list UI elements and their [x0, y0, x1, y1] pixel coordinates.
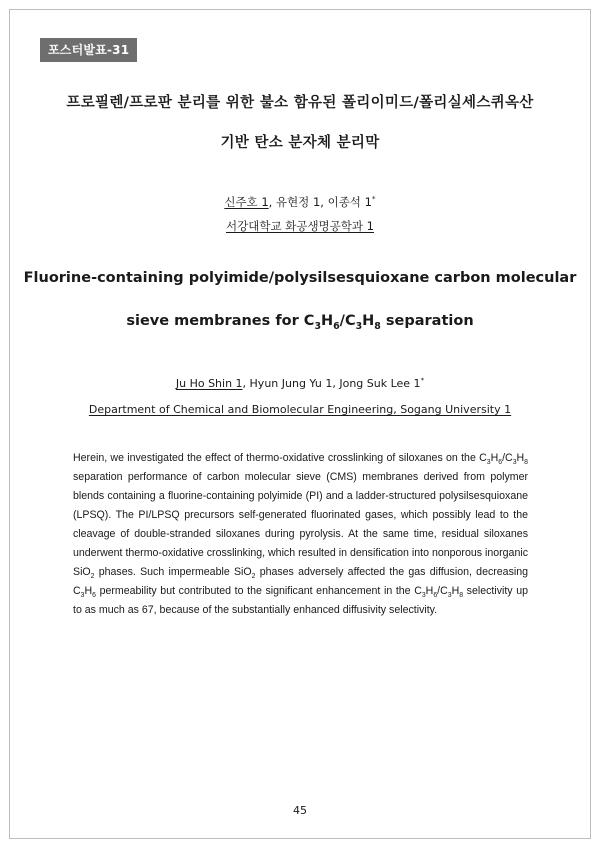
english-title-line-2: sieve membranes for $C_3H_6/C_3H_8$ separation — [126, 313, 474, 332]
korean-author-1: 신주호 1 — [224, 195, 269, 209]
korean-affiliation: 서강대학교 화공생명공학과 1 — [226, 219, 374, 233]
page-number: 45 — [293, 804, 307, 817]
corresponding-mark: * — [371, 194, 376, 204]
english-title-line-1: Fluorine-containing polyimide/polysilsesquioxane carbon molecular — [23, 270, 577, 286]
session-badge: 포스터발표-31 — [40, 38, 137, 62]
corresponding-mark-en: * — [420, 375, 425, 385]
korean-title-line-1: 프로필렌/프로판 분리를 위한 불소 함유된 폴리이미드/폴리실세스퀴옥산 — [66, 95, 534, 111]
korean-authors: 신주호 1, 유현정 1, 이종석 1* — [224, 194, 376, 209]
english-affiliation: Department of Chemical and Biomolecular Engineering, Sogang University 1 — [88, 403, 512, 416]
korean-title-line-2: 기반 탄소 분자체 분리막 — [220, 135, 380, 151]
korean-author-2: 유현정 1 — [275, 195, 321, 209]
english-authors: Ju Ho Shin 1, Hyun Jung Yu 1, Jong Suk Lee 1* — [175, 375, 425, 390]
english-author-1: Ju Ho Shin 1 — [175, 377, 243, 390]
korean-author-3: 이종석 1 — [327, 195, 372, 209]
abstract-paragraph: Herein, we investigated the effect of thermo-oxidative crosslinking of siloxanes on the $C_3H_6/C_3H_8$ separation performance of carbon molecular sieve (CMS) membranes derived from polymer blends containing a fluorine-containing polyimide (PI) and a ladder-structured polysilsesquioxane (LPSQ). The PI/LPSQ precursors self-generated fluorinated gases, which possibly lead to the cleavage of double-stranded siloxanes during pyrolysis. At the same time, residual siloxanes underwent thermo-oxidative crosslinking, which resulted in densification into nonporous inorganic SiO$_2$ phases. Such impermeable SiO$_2$ phases adversely affected the gas diffusion, decreasing $C_3H_6$ permeability but contributed to the significant enhancement in the $C_3H_6/C_3H_8$ selectivity up to as much as 67, because of the substantially enhanced diffusivity selectivity. — [73, 452, 528, 616]
